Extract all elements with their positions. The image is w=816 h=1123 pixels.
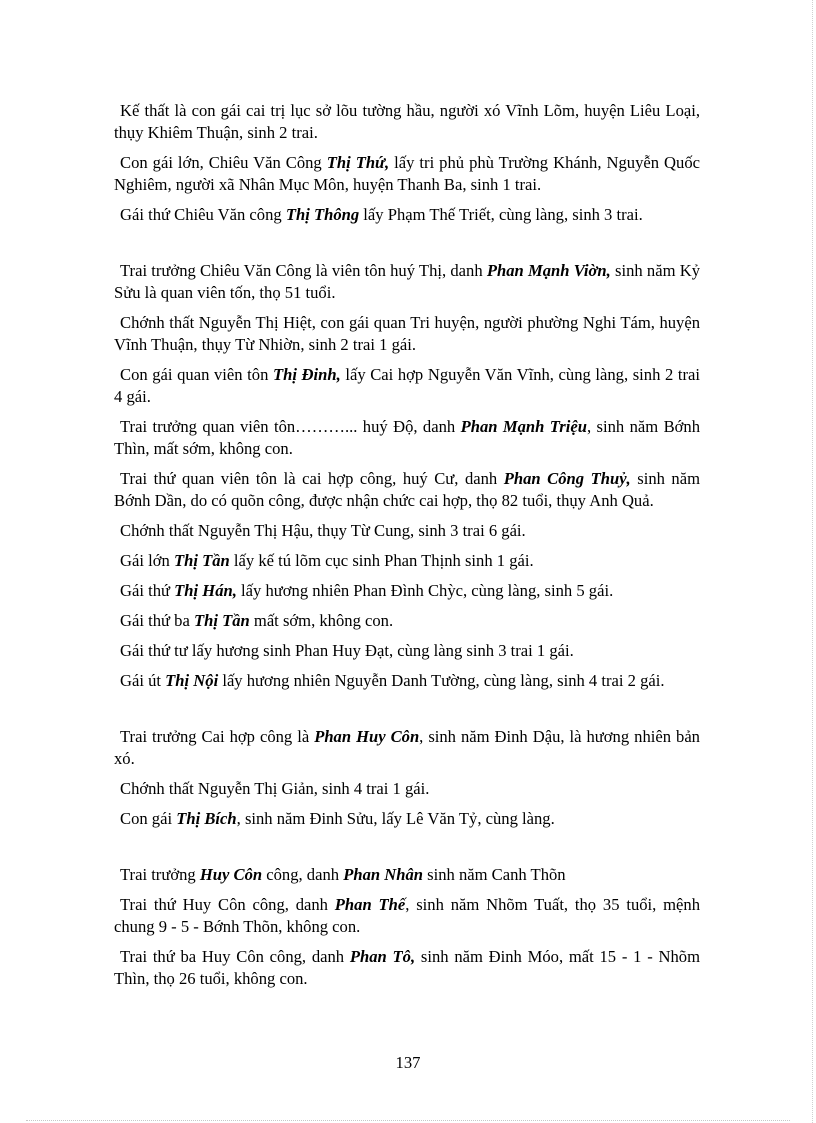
person-name: Phan Mạnh Viờn, bbox=[486, 261, 611, 280]
person-name: Thị Thông bbox=[285, 205, 360, 224]
paragraph: Kế thất là con gái cai trị lục sở lõu tường hầu, người xó Vĩnh Lõm, huyện Liêu Loại, thụy Khiêm Thuận, sinh 2 trai. bbox=[114, 101, 700, 142]
person-name: Phan Thế bbox=[334, 895, 406, 914]
paragraph: Chớnh thất Nguyễn Thị Hiệt, con gái quan Tri huyện, người phường Nghi Tám, huyện Vĩnh Thuận, thụy Từ Nhiờn, sinh 2 trai 1 gái. bbox=[114, 313, 700, 354]
paragraph: Chớnh thất Nguyễn Thị Hậu, thụy Từ Cung, sinh 3 trai 6 gái. bbox=[120, 521, 526, 540]
person-name: Thị Tần bbox=[193, 611, 250, 630]
paragraph: Con gái quan viên tôn Thị Đinh, lấy Cai hợp Nguyễn Văn Vĩnh, cùng làng, sinh 2 trai 4 gái. bbox=[114, 365, 700, 406]
person-name: Phan Huy Côn bbox=[314, 727, 420, 746]
section-gap bbox=[114, 838, 700, 864]
paragraph: Gái lớn Thị Tần lấy kế tú lõm cục sinh Phan Thịnh sinh 1 gái. bbox=[120, 551, 534, 570]
paragraph: Trai trưởng Chiêu Văn Công là viên tôn huý Thị, danh Phan Mạnh Viờn, sinh năm Kỷ Sửu là quan viên tốn, thọ 51 tuổi. bbox=[114, 261, 700, 302]
person-name: Phan Tô, bbox=[349, 947, 416, 966]
person-name: Thị Nội bbox=[165, 671, 219, 690]
person-name: Huy Côn bbox=[199, 865, 263, 884]
paragraph: Gái thứ Chiêu Văn công Thị Thông lấy Phạm Thế Triết, cùng làng, sinh 3 trai. bbox=[120, 205, 643, 224]
paragraph: Trai thứ Huy Côn công, danh Phan Thế, sinh năm Nhõm Tuất, thọ 35 tuổi, mệnh chung 9 - 5 - Bớnh Thõn, không con. bbox=[114, 895, 700, 936]
paragraph: Trai trưởng quan viên tôn………... huý Độ, danh Phan Mạnh Triệu, sinh năm Bớnh Thìn, mất sớm, không con. bbox=[114, 417, 700, 458]
person-name: Thị Hán, bbox=[174, 581, 237, 600]
person-name: Thị Thứ, bbox=[326, 153, 390, 172]
paragraph: Trai trưởng Cai hợp công là Phan Huy Côn, sinh năm Đinh Dậu, là hương nhiên bản xó. bbox=[114, 727, 700, 768]
person-name: Phan Công Thuỷ, bbox=[503, 469, 631, 488]
paragraph: Gái thứ Thị Hán, lấy hương nhiên Phan Đình Chỳc, cùng làng, sinh 5 gái. bbox=[120, 581, 614, 600]
person-name: Phan Mạnh Triệu bbox=[460, 417, 587, 436]
person-name: Thị Đinh, bbox=[272, 365, 341, 384]
paragraph: Trai thứ ba Huy Côn công, danh Phan Tô, sinh năm Đinh Móo, mất 15 - 1 - Nhõm Thìn, thọ 26 tuổi, không con. bbox=[114, 947, 700, 988]
page-right-border bbox=[812, 0, 813, 1123]
paragraph: Gái thứ tư lấy hương sinh Phan Huy Đạt, cùng làng sinh 3 trai 1 gái. bbox=[120, 641, 574, 660]
paragraph: Trai thứ quan viên tôn là cai hợp công, huý Cư, danh Phan Công Thuỷ, sinh năm Bớnh Dần, do có quõn công, được nhận chức cai hợp, thọ 82 tuổi, thụy Anh Quả. bbox=[114, 469, 701, 510]
page-bottom-border bbox=[26, 1120, 790, 1121]
paragraph: Con gái lớn, Chiêu Văn Công Thị Thứ, lấy tri phủ phù Trường Khánh, Nguyễn Quốc Nghiêm, người xã Nhân Mục Môn, huyện Thanh Ba, sinh 1 trai. bbox=[114, 153, 700, 194]
section-gap bbox=[114, 234, 700, 260]
document-body bbox=[114, 100, 700, 998]
person-name: Phan Nhân bbox=[343, 865, 423, 884]
paragraph: Gái út Thị Nội lấy hương nhiên Nguyễn Danh Tường, cùng làng, sinh 4 trai 2 gái. bbox=[120, 671, 665, 690]
paragraph: Chớnh thất Nguyễn Thị Giản, sinh 4 trai 1 gái. bbox=[120, 779, 430, 798]
paragraph: Trai trưởng Huy Côn công, danh Phan Nhân sinh năm Canh Thõn bbox=[120, 865, 566, 884]
paragraph: Con gái Thị Bích, sinh năm Đinh Sửu, lấy Lê Văn Tỷ, cùng làng. bbox=[120, 809, 555, 828]
paragraph: Gái thứ ba Thị Tần mất sớm, không con. bbox=[120, 611, 394, 630]
page-number: 137 bbox=[395, 1053, 421, 1072]
person-name: Thị Bích bbox=[176, 809, 237, 828]
section-gap bbox=[114, 700, 700, 726]
person-name: Thị Tần bbox=[173, 551, 230, 570]
